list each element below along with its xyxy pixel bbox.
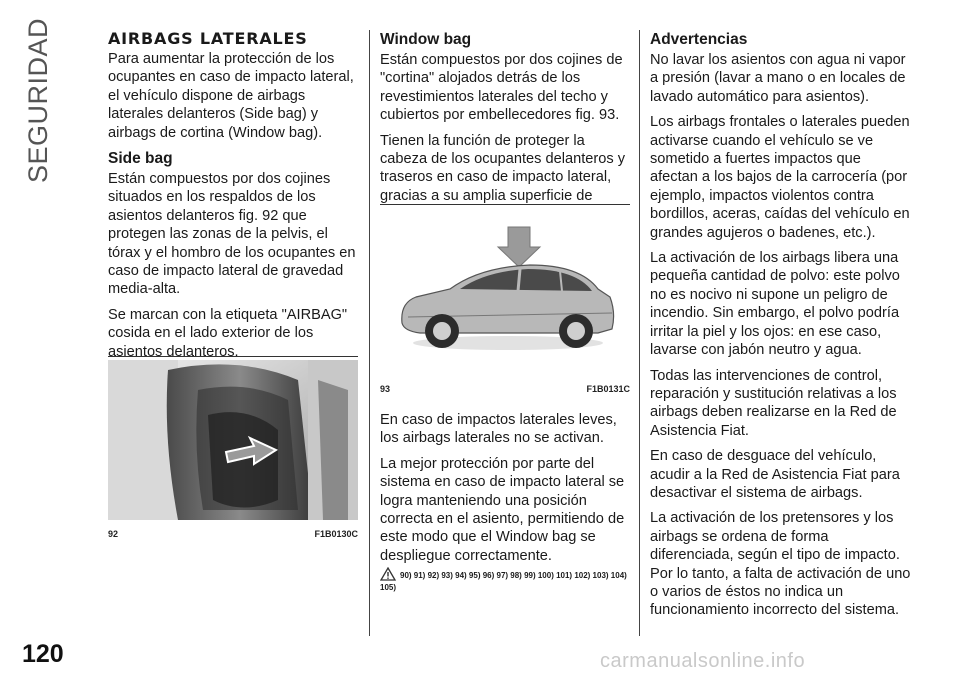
window-bag-paragraph: Están compuestos por dos cojines de "cortina" alojados detrás de los revestimientos laterales del techo y cubiertos por embellecedores fig. 93.: [380, 52, 623, 124]
side-bag-paragraph: Están compuestos por dos cojines situados en los respaldos de los asientos delanteros fig. 92 que protegen las zonas de la pelvis, el tórax y el hombro de los ocupantes en caso de impacto lateral de gravedad media-alta.: [108, 171, 356, 298]
watermark: carmanualsonline.info: [600, 650, 806, 672]
figure-code: F1B0131C: [586, 384, 630, 394]
page-number: 120: [22, 640, 64, 668]
column-divider: [639, 30, 640, 636]
warnings-title: Advertencias: [650, 31, 748, 48]
column-side-bag: [108, 30, 358, 368]
column-divider: [369, 30, 370, 636]
warning-paragraph: La activación de los airbags libera una pequeña cantidad de polvo: este polvo no es nocivo ni supone un peligro de incendio. Sin embargo, el polvo podría irritar la piel y los ojos: en ese caso, lavarse con jabón neutro y agua.: [650, 250, 900, 359]
figure-code: F1B0130C: [314, 529, 358, 539]
warning-paragraph: La activación de los pretensores y los airbags se ordena de forma diferenciada, según el tipo de impacto. Por lo tanto, a falta de activación de uno o varios de éstos no indica un funcionamiento incorrecto del sistema.: [650, 510, 911, 619]
column-warnings: [650, 30, 912, 627]
side-bag-paragraph: Se marcan con la etiqueta "AIRBAG" cosida en el lado exterior de los asientos delanteros.: [108, 306, 348, 360]
warning-paragraph: En caso de desguace del vehículo, acudir a la Red de Asistencia Fiat para desactivar el sistema de airbags.: [650, 448, 900, 501]
window-bag-paragraph: Tienen la función de proteger la cabeza de los ocupantes delanteros y traseros en caso de impacto lateral, gracias a su amplia superficie de: [380, 132, 626, 204]
lateral-impact-paragraph: En caso de impactos laterales leves, los airbags laterales no se activan.: [380, 412, 617, 447]
column-window-bag-continued: [380, 411, 630, 572]
side-bag-title: Side bag: [108, 150, 173, 168]
figure-number: 93: [380, 384, 391, 394]
figure-92-seat-airbag: [108, 356, 358, 521]
window-bag-title: Window bag: [380, 31, 472, 48]
section-title: SEGURIDAD: [23, 17, 54, 184]
intro-paragraph: Para aumentar la protección de los ocupantes en caso de impacto lateral, el vehículo dispone de airbags laterales delanteros (Side bag) y airbags de cortina (Window bag).: [108, 51, 354, 141]
protection-paragraph: La mejor protección por parte del sistema en caso de impacto lateral se logra manteniendo una posición correcta en el asiento, permitiendo de este modo que el Window bag se despliegue correctamente.: [380, 455, 625, 564]
section-sidebar: [2, 17, 76, 184]
seat-illustration: [108, 360, 358, 520]
warning-paragraph: Todas las intervenciones de control, reparación y sustitución relativas a los airbags deben realizarse en la Red de Asistencia Fiat.: [650, 367, 897, 439]
warning-triangle-icon: [380, 567, 396, 581]
warning-paragraph: Los airbags frontales o laterales pueden activarse cuando el vehículo se ve sometido a fuertes impactos que afectan a los bajos de la carrocería (por ejemplo, impactos violentos contra bordillos, aceras, caídas del vehículo en grandes agujeros o badenes, etc.).: [650, 114, 910, 241]
warning-paragraph: No lavar los asientos con agua ni vapor a presión (lavar a mano o en locales de lavado automático para asientos).: [650, 52, 906, 105]
figure-93-car: [380, 204, 630, 369]
figure-93-caption: [380, 384, 630, 394]
column-window-bag: [380, 30, 630, 231]
figure-92-caption: [108, 529, 358, 539]
car-illustration: [380, 205, 630, 365]
warning-refs-text: 90) 91) 92) 93) 94) 95) 96) 97) 98) 99) 100) 101) 102) 103) 104) 105): [380, 571, 627, 592]
figure-number: 92: [108, 529, 119, 539]
warning-references: [380, 567, 630, 594]
section-heading: AIRBAGS LATERALES: [108, 29, 308, 48]
